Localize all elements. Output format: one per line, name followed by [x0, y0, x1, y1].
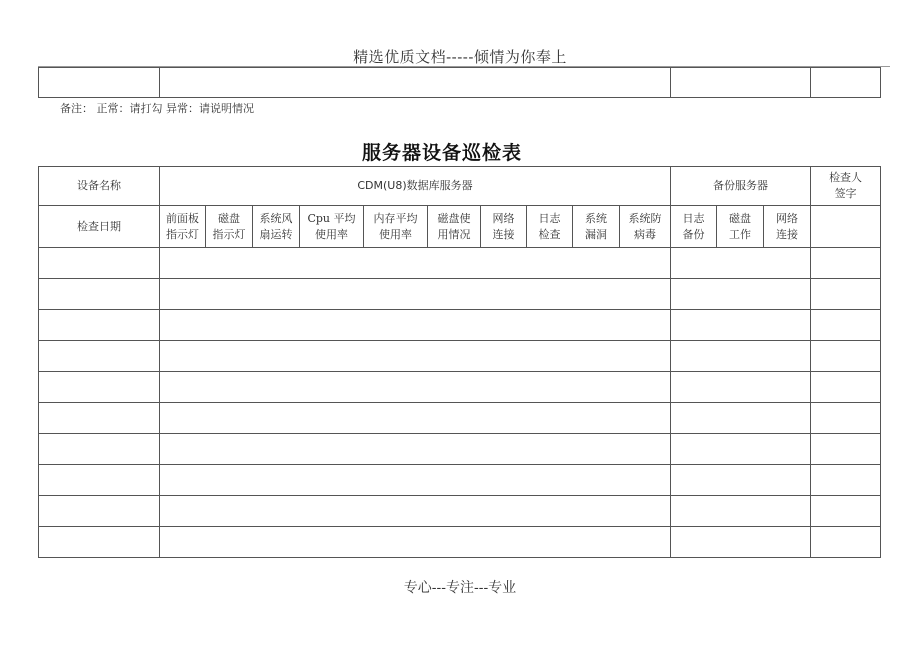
inspection-table: [38, 166, 881, 558]
table-row: [39, 248, 881, 279]
date-cell[interactable]: [39, 403, 160, 434]
check-date-header: 检查日期: [39, 206, 160, 248]
table-row: [39, 403, 881, 434]
table-header-row: [39, 167, 881, 206]
backup-server-cell[interactable]: [671, 310, 811, 341]
table-row: [39, 279, 881, 310]
backup-server-cell[interactable]: [671, 496, 811, 527]
column-header: 日志 检查: [527, 206, 573, 248]
backup-server-cell[interactable]: [671, 527, 811, 558]
column-header: 网络 连接: [764, 206, 811, 248]
date-cell[interactable]: [39, 341, 160, 372]
main-server-cell[interactable]: [160, 310, 671, 341]
cell: [671, 68, 811, 98]
date-cell[interactable]: [39, 310, 160, 341]
cell: [39, 68, 160, 98]
column-header: [811, 206, 881, 248]
date-cell[interactable]: [39, 465, 160, 496]
table-row: [39, 465, 881, 496]
table-row: [39, 434, 881, 465]
page-title: 服务器设备巡检表: [361, 142, 522, 164]
signature-cell[interactable]: [811, 372, 881, 403]
date-cell[interactable]: [39, 496, 160, 527]
column-header: 网络 连接: [481, 206, 527, 248]
column-header: 系统 漏洞: [573, 206, 620, 248]
inspector-signature-header: 检查人 签字: [811, 167, 881, 206]
backup-server-cell[interactable]: [671, 403, 811, 434]
main-server-cell[interactable]: [160, 403, 671, 434]
cell: [811, 68, 881, 98]
column-header: 磁盘 指示灯: [206, 206, 253, 248]
date-cell[interactable]: [39, 527, 160, 558]
backup-server-cell[interactable]: [671, 434, 811, 465]
backup-server-cell[interactable]: [671, 341, 811, 372]
page-footer: 专心---专注---专业: [403, 580, 517, 596]
column-header: 磁盘使 用情况: [428, 206, 481, 248]
column-header: 磁盘 工作: [717, 206, 764, 248]
main-server-cell[interactable]: [160, 496, 671, 527]
column-header: Cpu 平均 使用率: [300, 206, 364, 248]
signature-cell[interactable]: [811, 403, 881, 434]
page-header: 精选优质文档-----倾情为你奉上: [353, 48, 567, 66]
backup-server-cell[interactable]: [671, 279, 811, 310]
continued-table-row: [38, 67, 881, 98]
column-header: 前面板 指示灯: [160, 206, 206, 248]
signature-cell[interactable]: [811, 527, 881, 558]
column-header: 系统防 病毒: [620, 206, 671, 248]
remark-note: 备注： 正常：请打勾 异常：请说明情况: [60, 102, 254, 115]
main-server-cell[interactable]: [160, 279, 671, 310]
table-row: [39, 496, 881, 527]
main-server-header: CDM(U8)数据库服务器: [160, 167, 671, 206]
signature-cell[interactable]: [811, 310, 881, 341]
table-row: [39, 310, 881, 341]
main-server-cell[interactable]: [160, 527, 671, 558]
main-server-cell[interactable]: [160, 434, 671, 465]
backup-server-cell[interactable]: [671, 465, 811, 496]
table-row: [39, 341, 881, 372]
column-header: 日志 备份: [671, 206, 717, 248]
table-row: [39, 372, 881, 403]
main-server-cell[interactable]: [160, 372, 671, 403]
date-cell[interactable]: [39, 434, 160, 465]
device-name-header: 设备名称: [39, 167, 160, 206]
table-row: [39, 527, 881, 558]
signature-cell[interactable]: [811, 279, 881, 310]
signature-cell[interactable]: [811, 465, 881, 496]
column-header: 内存平均 使用率: [364, 206, 428, 248]
main-server-cell[interactable]: [160, 248, 671, 279]
date-cell[interactable]: [39, 372, 160, 403]
signature-cell[interactable]: [811, 248, 881, 279]
signature-cell[interactable]: [811, 434, 881, 465]
backup-server-header: 备份服务器: [671, 167, 811, 206]
backup-server-cell[interactable]: [671, 248, 811, 279]
signature-cell[interactable]: [811, 496, 881, 527]
table-subheader-row: [39, 206, 881, 248]
cell: [160, 68, 671, 98]
date-cell[interactable]: [39, 248, 160, 279]
date-cell[interactable]: [39, 279, 160, 310]
signature-cell[interactable]: [811, 341, 881, 372]
main-server-cell[interactable]: [160, 465, 671, 496]
main-server-cell[interactable]: [160, 341, 671, 372]
column-header: 系统风 扇运转: [253, 206, 300, 248]
backup-server-cell[interactable]: [671, 372, 811, 403]
